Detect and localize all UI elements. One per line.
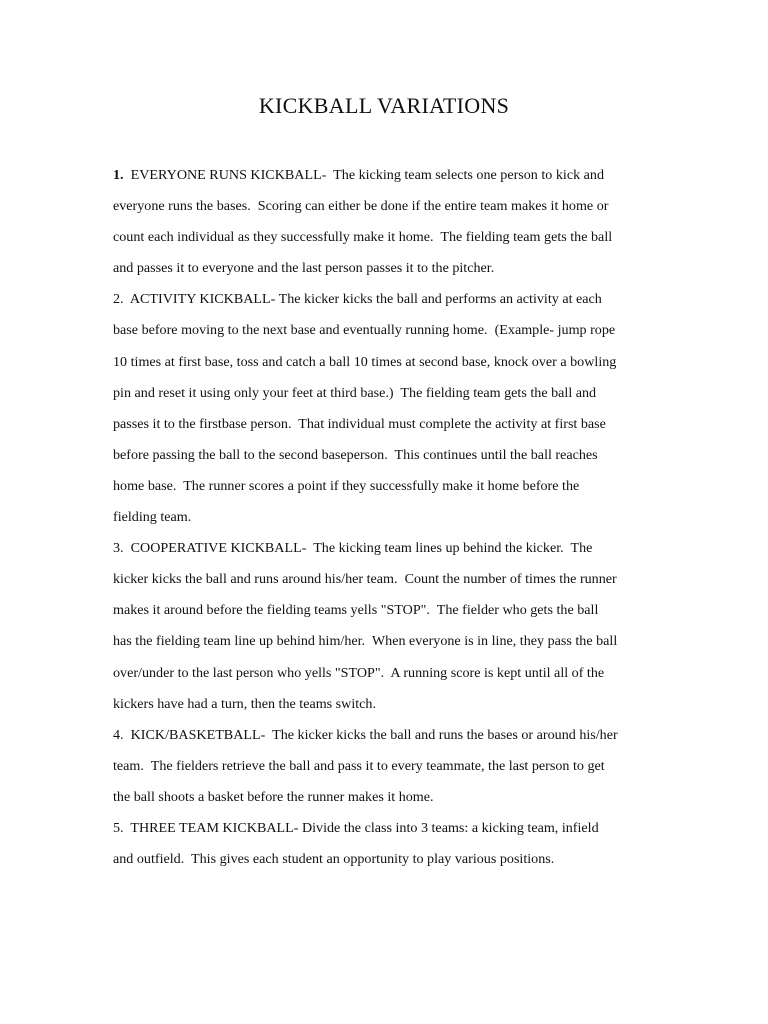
document-title: KICKBALL VARIATIONS xyxy=(258,93,510,118)
item-line: and outfield. This gives each student an opportunity to play various positions. xyxy=(113,851,555,868)
item-line: has the fielding team line up behind him/her. When everyone is in line, they pass the ball xyxy=(113,633,618,650)
variation-item-1 xyxy=(113,160,643,284)
variation-item-2 xyxy=(113,284,643,533)
item-line: count each individual as they successfully make it home. The fielding team gets the ball xyxy=(113,229,613,246)
item-number: 2. xyxy=(113,291,124,308)
item-heading-text: THREE TEAM KICKBALL- Divide the class into 3 teams: a kicking team, infield xyxy=(123,819,599,836)
item-line: everyone runs the bases. Scoring can either be done if the entire team makes it home or xyxy=(113,198,609,215)
item-line: pin and reset it using only your feet at third base.) The fielding team gets the ball and xyxy=(113,384,597,401)
item-line xyxy=(113,813,643,844)
item-heading-text: EVERYONE RUNS KICKBALL- The kicking team selects one person to kick and xyxy=(123,167,604,183)
item-line: before passing the ball to the second baseperson. This continues until the ball reaches xyxy=(113,446,598,463)
item-line: kickers have had a turn, then the teams switch. xyxy=(113,695,376,712)
item-heading-text: KICK/BASKETBALL- The kicker kicks the ball and runs the bases or around his/her xyxy=(123,726,618,743)
item-heading-text: ACTIVITY KICKBALL- The kicker kicks the ball and performs an activity at each xyxy=(123,291,602,308)
document-body xyxy=(113,160,643,875)
item-line xyxy=(113,160,643,191)
item-line: team. The fielders retrieve the ball and pass it to every teammate, the last person to get xyxy=(113,757,605,774)
item-number: 5. xyxy=(113,819,124,836)
item-line xyxy=(113,533,643,564)
item-line: home base. The runner scores a point if they successfully make it home before the xyxy=(113,477,580,494)
item-line: passes it to the firstbase person. That individual must complete the activity at first base xyxy=(113,415,606,432)
item-line: 10 times at first base, toss and catch a ball 10 times at second base, knock over a bowling xyxy=(113,353,617,370)
item-line: the ball shoots a basket before the runner makes it home. xyxy=(113,788,434,805)
item-heading-text: COOPERATIVE KICKBALL- The kicking team lines up behind the kicker. The xyxy=(123,540,593,557)
item-line: and passes it to everyone and the last person passes it to the pitcher. xyxy=(113,260,495,277)
item-number: 1. xyxy=(113,167,124,183)
item-line: base before moving to the next base and eventually running home. (Example- jump rope xyxy=(113,322,616,339)
item-number: 4. xyxy=(113,726,124,743)
item-line xyxy=(113,720,643,751)
item-number: 3. xyxy=(113,540,124,557)
variation-item-4 xyxy=(113,720,643,813)
item-line: over/under to the last person who yells "STOP". A running score is kept until all of the xyxy=(113,664,605,681)
item-line: kicker kicks the ball and runs around his/her team. Count the number of times the runner xyxy=(113,571,617,588)
item-line: makes it around before the fielding teams yells "STOP". The fielder who gets the ball xyxy=(113,602,599,619)
variation-item-3 xyxy=(113,533,643,720)
variation-item-5 xyxy=(113,813,643,875)
item-line xyxy=(113,284,643,315)
item-line: fielding team. xyxy=(113,509,192,526)
